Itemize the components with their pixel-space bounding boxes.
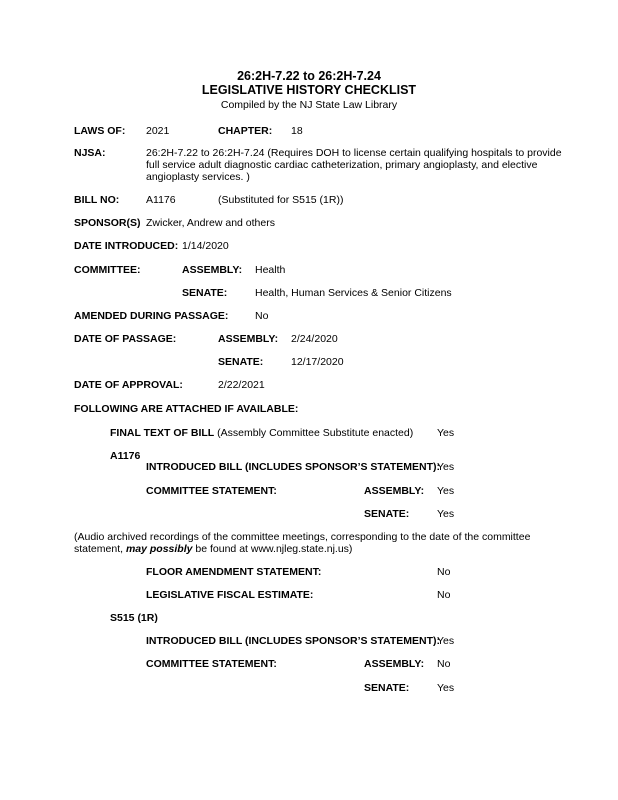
audio-note-emphasis: may possibly [125,543,193,555]
date-introduced-value: 1/14/2020 [182,240,229,252]
njsa-line-3: angioplasty services. ) [146,171,250,183]
final-text-note: (Assembly Committee Substitute enacted) [217,427,414,439]
a1176-label: A1176 [110,450,141,462]
passage-senate-label: SENATE: [218,356,264,368]
committee-senate-value: Health, Human Services & Senior Citizens [255,287,452,299]
doc-title: 26:2H-7.22 to 26:2H-7.24 [237,69,381,83]
sponsor-value: Zwicker, Andrew and others [146,217,275,229]
committee-assembly-label: ASSEMBLY: [182,264,243,276]
date-of-passage-label: DATE OF PASSAGE: [74,333,177,345]
a1176-introduced-value: Yes [437,461,455,473]
floor-amendment-label: FLOOR AMENDMENT STATEMENT: [146,566,322,578]
date-of-approval-label: DATE OF APPROVAL: [74,379,183,391]
sponsor-label: SPONSOR(S) [74,217,141,229]
date-introduced-label: DATE INTRODUCED: [74,240,179,252]
a1176-introduced-label: INTRODUCED BILL (INCLUDES SPONSOR’S STATEMENT): [146,461,440,473]
a1176-committee-senate-value: Yes [437,508,455,520]
njsa-line-2: full service adult diagnostic cardiac catheterization, primary angioplasty, and elective [146,159,538,171]
s515-committee-label: COMMITTEE STATEMENT: [146,658,277,670]
passage-assembly-label: ASSEMBLY: [218,333,279,345]
passage-assembly-value: 2/24/2020 [291,333,338,345]
s515-committee-senate-label: SENATE: [364,682,410,694]
s515-committee-assembly-label: ASSEMBLY: [364,658,425,670]
laws-of-value: 2021 [146,125,170,137]
fiscal-estimate-value: No [437,589,451,601]
committee-assembly-value: Health [255,264,286,276]
audio-note-line-1: (Audio archived recordings of the committee meetings, corresponding to the date of the committee [74,531,531,543]
final-text-row [110,427,413,440]
s515-introduced-value: Yes [437,635,455,647]
laws-of-label: LAWS OF: [74,125,126,137]
committee-senate-label: SENATE: [182,287,228,299]
doc-subtitle: LEGISLATIVE HISTORY CHECKLIST [201,83,417,97]
chapter-label: CHAPTER: [218,125,273,137]
a1176-committee-label: COMMITTEE STATEMENT: [146,485,277,497]
bill-no-label: BILL NO: [74,194,120,206]
s515-introduced-label: INTRODUCED BILL (INCLUDES SPONSOR’S STATEMENT): [146,635,440,647]
a1176-committee-assembly-value: Yes [437,485,455,497]
a1176-committee-senate-label: SENATE: [364,508,410,520]
s515-committee-assembly-value: No [437,658,451,670]
attached-heading: FOLLOWING ARE ATTACHED IF AVAILABLE: [74,403,299,415]
final-text-label: FINAL TEXT OF BILL [110,427,215,439]
fiscal-estimate-label: LEGISLATIVE FISCAL ESTIMATE: [146,589,314,601]
audio-note-pre: statement, [74,543,126,555]
njsa-label: NJSA: [74,147,106,159]
s515-committee-senate-value: Yes [437,682,455,694]
committee-label: COMMITTEE: [74,264,141,276]
compiled-by: Compiled by the NJ State Law Library [220,99,398,111]
audio-note-post: be found at www.njleg.state.nj.us) [192,543,353,555]
amended-label: AMENDED DURING PASSAGE: [74,310,229,322]
chapter-value: 18 [291,125,303,137]
amended-value: No [255,310,269,322]
final-text-value: Yes [437,427,455,439]
audio-note-line-2 [74,543,352,556]
a1176-committee-assembly-label: ASSEMBLY: [364,485,425,497]
njsa-line-1: 26:2H-7.22 to 26:2H-7.24 (Requires DOH to license certain qualifying hospitals to provide [146,147,562,159]
floor-amendment-value: No [437,566,451,578]
passage-senate-value: 12/17/2020 [291,356,344,368]
bill-substitute-note: (Substituted for S515 (1R)) [218,194,344,206]
s515-label: S515 (1R) [110,612,158,624]
bill-no-value: A1176 [146,194,176,206]
date-of-approval-value: 2/22/2021 [218,379,265,391]
